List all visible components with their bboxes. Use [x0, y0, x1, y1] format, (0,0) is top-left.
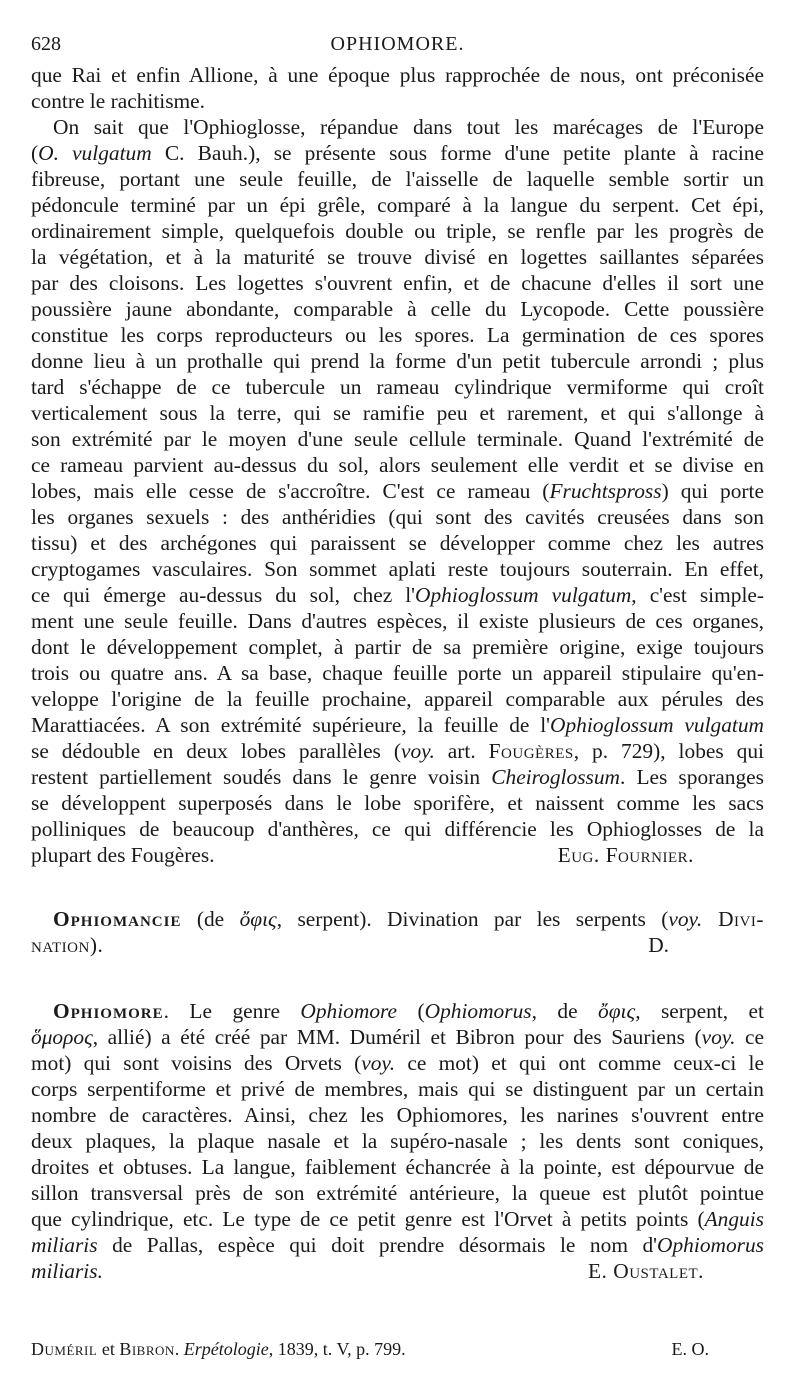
text-line: que cylindrique, etc. Le type de ce petit genre est l'Orvet à petits points (Anguis: [31, 1207, 764, 1231]
greek-word: ὅμορος: [31, 1025, 93, 1049]
text-line: dont le développement complet, à partir de sa première origine, exige toujours: [31, 635, 764, 659]
text-line: deux plaques, la plaque nasale et la supéro-nasale ; les dents sont coniques,: [31, 1129, 764, 1153]
text-line: Ophiomancie (de ὄφις, serpent). Divination par les serpents (voy. Divi-: [53, 907, 764, 931]
text-line: restent partiellement soudés dans le genre voisin Cheiroglossum. Les sporanges: [31, 765, 764, 789]
article-continuation: [31, 62, 764, 114]
text-line: son extrémité par le moyen d'une seule cellule terminale. Quand l'extrémité de: [31, 427, 764, 451]
text-line: donne lieu à un prothalle qui prend la forme d'un petit tubercule arrondi ; plus: [31, 349, 764, 373]
text-line: miliaris de Pallas, espèce qui doit prendre désormais le nom d'Ophiomorus: [31, 1233, 764, 1257]
page-title: OPHIOMORE.: [330, 33, 465, 55]
text-line: nation). D.: [31, 933, 669, 957]
author-signature: Eug. Fournier.: [557, 843, 694, 867]
greek-word: ὄφις: [598, 999, 636, 1023]
text-line: constitue les corps reproducteurs ou les spores. La germination de ces spores: [31, 323, 764, 347]
text-line: se développent superposés dans le lobe sporifère, et naissent comme les sacs: [31, 791, 764, 815]
text-line: verticalement sous la terre, qui se ramifie peu et rarement, et qui s'allonge à: [31, 401, 764, 425]
text-line: les organes sexuels : des anthéridies (qui sont des cavités creusées dans son: [31, 505, 764, 529]
headword: Ophiomancie: [53, 907, 182, 931]
section-spacer: [31, 958, 764, 998]
entry-ophiomore: [31, 998, 764, 1284]
entry-ophiomancie: [31, 906, 764, 958]
species-name: O. vulgatum: [38, 141, 152, 165]
citation: Duméril et Bibron. Erpétologie, 1839, t. V, p. 799.: [31, 1339, 406, 1359]
text-line: Ophiomore. Le genre Ophiomore (Ophiomorus, de ὄφις, serpent, et: [53, 999, 764, 1023]
text-line: miliaris. E. Oustalet.: [31, 1259, 704, 1283]
text-line: fibreuse, portant une seule feuille, de l'aisselle de laquelle semble sortir un: [31, 167, 764, 191]
text-line: pédoncule terminé par un épi grêle, comparé à la langue du serpent. Cet épi,: [31, 193, 764, 217]
text-line: ordinairement simple, quelquefois double ou triple, se renfle par les progrès de: [31, 219, 764, 243]
text-line: polliniques de beaucoup d'anthères, ce qui différencie les Ophioglosses de la: [31, 817, 764, 841]
text-line: poussière jaune abondante, comparable à celle du Lycopode. Cette poussière: [31, 297, 764, 321]
text-line: ce rameau parvient au-dessus du sol, alors seulement elle verdit et se divise en: [31, 453, 764, 477]
greek-word: ὄφις: [239, 907, 277, 931]
headword: Ophiomore: [53, 999, 164, 1023]
text-line: trois ou quatre ans. A sa base, chaque feuille porte un appareil stipulaire qu'en-: [31, 661, 764, 685]
text-line: ment une seule feuille. Dans d'autres espèces, il existe plusieurs de ces organes,: [31, 609, 764, 633]
author-signature: E. Oustalet.: [587, 1259, 704, 1283]
text-line: Marattiacées. A son extrémité supérieure, la feuille de l'Ophioglossum vulgatum: [31, 713, 764, 737]
text-line: sillon transversal près de son extrémité antérieure, la queue est plutôt pointue: [31, 1181, 764, 1205]
text-line: que Rai et enfin Allione, à une époque plus rapprochée de nous, ont préconisée: [31, 63, 764, 87]
author-signature: E. O.: [671, 1339, 709, 1359]
text-line: On sait que l'Ophioglosse, répandue dans tout les marécages de l'Europe: [53, 115, 764, 139]
author-signature: D.: [648, 933, 669, 957]
text-line: (O. vulgatum C. Bauh.), se présente sous forme d'une petite plante à racine: [31, 141, 764, 165]
running-head: [31, 26, 764, 62]
text-line: contre le rachitisme.: [31, 89, 206, 113]
text-line: ce qui émerge au-dessus du sol, chez l'Ophioglossum vulgatum, c'est simple-: [31, 583, 764, 607]
text-line: ὅμορος, allié) a été créé par MM. Duméril et Bibron pour des Sauriens (voy. ce: [31, 1025, 764, 1049]
text-line: la végétation, et à la maturité se trouve divisé en logettes saillantes séparées: [31, 245, 764, 269]
text-line: tissu) et des archégones qui paraissent se développer comme chez les autres: [31, 531, 764, 555]
text-line: se dédouble en deux lobes parallèles (voy. art. Fougères, p. 729), lobes qui: [31, 739, 764, 763]
text-line: corps serpentiforme et privé de membres, mais qui se distinguent par un certain: [31, 1077, 764, 1101]
text-line: tard s'échappe de ce tubercule un rameau cylindrique vermiforme qui croît: [31, 375, 764, 399]
text-line: cryptogames vasculaires. Son sommet aplati reste toujours souterrain. En effet,: [31, 557, 764, 581]
text-line: droites et obtuses. La langue, faiblement échancrée à la pointe, est dépourvue de: [31, 1155, 764, 1179]
ophioglosse-paragraph: [31, 114, 764, 868]
page-number: 628: [31, 33, 61, 55]
text-line: mot) qui sont voisins des Orvets (voy. ce mot) et qui ont comme ceux-ci le: [31, 1051, 764, 1075]
text-line: nombre de caractères. Ainsi, chez les Ophiomores, les narines s'ouvrent entre: [31, 1103, 764, 1127]
text-line: veloppe l'origine de la feuille prochaine, appareil comparable aux pérules des: [31, 687, 764, 711]
cross-reference: Fougères: [488, 739, 574, 763]
section-spacer: [31, 868, 764, 906]
text-line: lobes, mais elle cesse de s'accroître. C'est ce rameau (Fruchtspross) qui porte: [31, 479, 764, 503]
text-line: plupart des Fougères. Eug. Fournier.: [31, 843, 694, 867]
text-line: par des cloisons. Les logettes s'ouvrent enfin, et de chacune d'elles il sort une: [31, 271, 764, 295]
